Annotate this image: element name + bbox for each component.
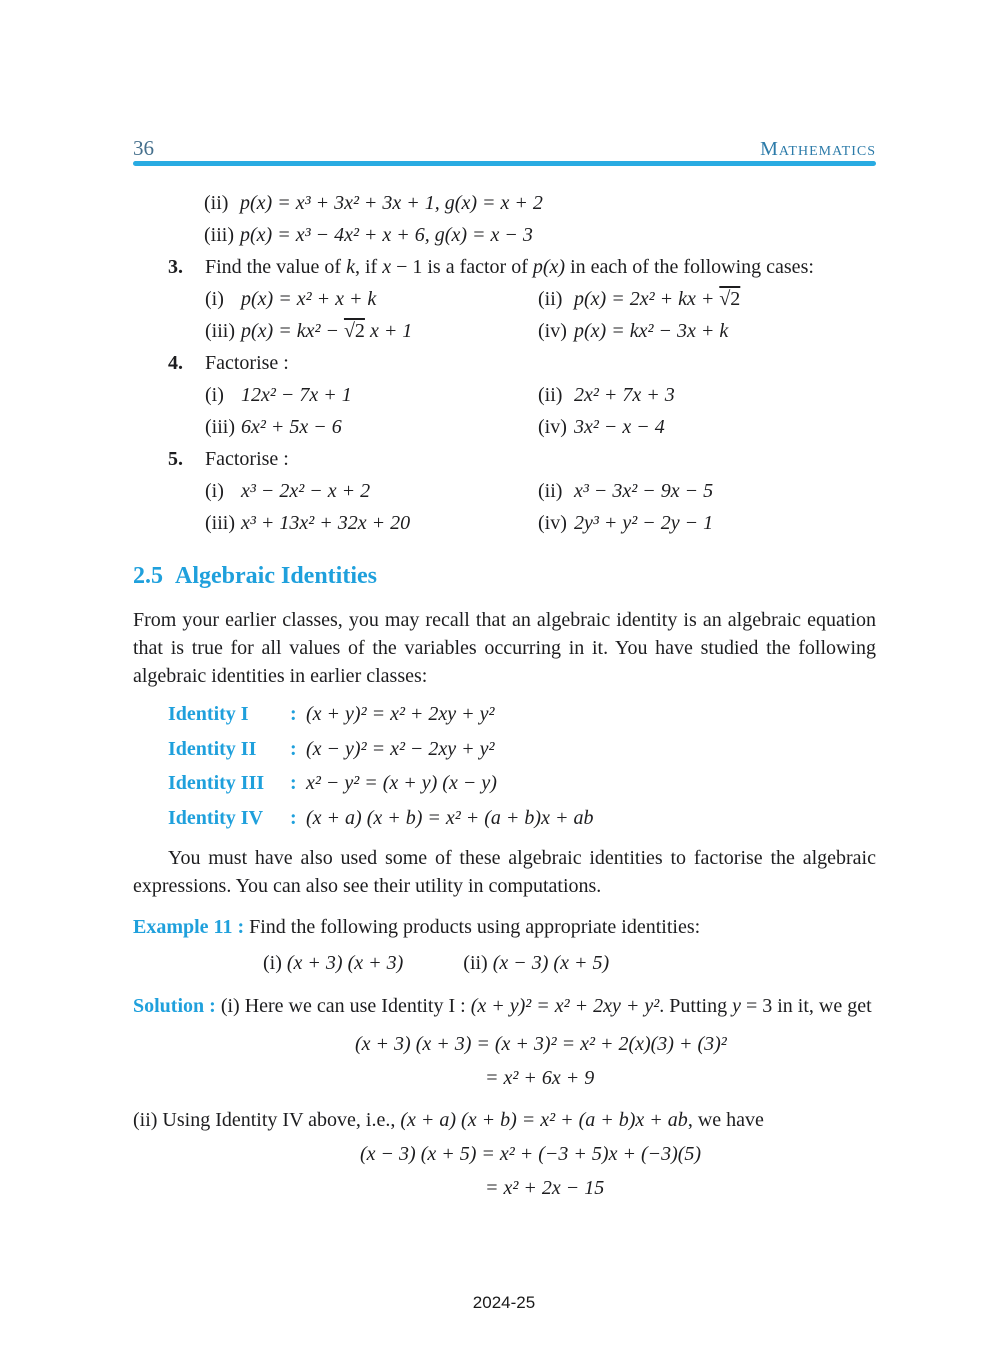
edition-year: 2024-25	[472, 1293, 536, 1312]
math-expression: 3x² − x − 4	[574, 416, 665, 438]
question-4	[133, 347, 876, 443]
item-label: (i)	[205, 480, 224, 502]
math-expression: 2y³ + y² − 2y − 1	[574, 512, 714, 534]
item-label: (ii)	[538, 288, 563, 310]
identity-label: Identity II	[168, 737, 257, 760]
section-number: 2.5	[133, 563, 163, 589]
question-parts-row	[205, 507, 876, 539]
identity-item	[133, 801, 876, 836]
math-expression: (x + y)² = x² + 2xy + y²	[306, 703, 495, 725]
solution-step: = x² + 2x − 15	[485, 1177, 605, 1199]
identity-item	[133, 766, 876, 801]
question-number: 5.	[168, 448, 183, 470]
math-expression: x³ + 13x² + 32x + 20	[241, 512, 411, 534]
question-body	[205, 443, 876, 539]
math-expression: p(x) = x³ + 3x² + 3x + 1, g(x) = x + 2	[240, 192, 543, 214]
intro-paragraph: From your earlier classes, you may recall that an algebraic identity is an algebraic equation that is true for all values of the variables occurring in it. You have studied the following algebraic identities in earlier classes:	[133, 609, 876, 687]
question-5	[133, 443, 876, 539]
solution-step: = x² + 6x + 9	[485, 1067, 595, 1089]
question-parts-row	[205, 411, 876, 443]
product-ii: (ii) (x − 3) (x + 5)	[463, 952, 610, 974]
identity-item	[133, 732, 876, 767]
math-expression: p(x) = kx² − √2 x + 1	[241, 320, 413, 342]
question-text: Factorise :	[205, 352, 289, 374]
product-i: (i) (x + 3) (x + 3)	[263, 952, 404, 974]
question-part	[538, 507, 713, 539]
section-heading	[133, 560, 876, 592]
solution-step: (x + 3) (x + 3) = (x + 3)² = x² + 2(x)(3) + (3)²	[355, 1033, 727, 1055]
math-expression: p(x) = x² + x + k	[241, 288, 377, 310]
solution-step: (x − 3) (x + 5) = x² + (−3 + 5)x + (−3)(5)	[360, 1143, 702, 1165]
question-part	[205, 507, 538, 539]
math-expression: (x − y)² = x² − 2xy + y²	[306, 737, 495, 760]
question-part	[205, 315, 538, 347]
section-title: Algebraic Identities	[175, 563, 377, 589]
item-label: (iii)	[205, 512, 235, 534]
page-content	[133, 183, 876, 1205]
item-label: (ii)	[204, 192, 229, 214]
identity-list	[133, 697, 876, 835]
math-expression: x³ − 2x² − x + 2	[241, 480, 371, 502]
question-part	[205, 379, 538, 411]
question-part	[205, 475, 538, 507]
item-label: (iv)	[538, 416, 567, 438]
math-expression: (x + a) (x + b) = x² + (a + b)x + ab	[306, 806, 594, 829]
identity-label: Identity I	[168, 703, 249, 725]
identity-colon: :	[290, 737, 297, 760]
item-label: (i)	[205, 288, 224, 310]
identity-colon: :	[290, 772, 297, 794]
question-body	[205, 251, 876, 347]
question-number: 4.	[168, 352, 183, 374]
item-label: (iii)	[205, 320, 235, 342]
question-parts-row	[205, 475, 876, 507]
math-expression: x² − y² = (x + y) (x − y)	[306, 772, 497, 794]
solution-part-ii-intro: (ii) Using Identity IV above, i.e., (x + a) (x + b) = x² + (a + b)x + ab, we have	[133, 1109, 764, 1131]
identity-label: Identity III	[168, 772, 265, 794]
example-products	[133, 948, 876, 978]
exercise-subitem	[133, 219, 876, 251]
item-label: (iv)	[538, 320, 567, 342]
exercise-subitems	[133, 187, 876, 251]
question-text: Find the value of k, if x − 1 is a factor of p(x) in each of the following cases:	[205, 256, 814, 278]
question-parts-row	[205, 315, 876, 347]
item-label: (iii)	[204, 224, 234, 246]
page-header	[133, 136, 876, 161]
question-part	[205, 411, 538, 443]
identity-colon: :	[290, 806, 297, 829]
item-label: (ii)	[538, 384, 563, 406]
math-expression: 2x² + 7x + 3	[574, 384, 675, 406]
usage-paragraph: You must have also used some of these algebraic identities to factorise the algebraic expressions. You can also see their utility in computations.	[133, 847, 876, 897]
identity-item	[133, 697, 876, 732]
exercise-subitem	[133, 187, 876, 219]
example-11-intro: Example 11 : Find the following products using appropriate identities:	[133, 916, 701, 938]
math-expression: x³ − 3x² − 9x − 5	[574, 480, 714, 502]
question-body	[205, 347, 876, 443]
header-rule	[133, 161, 876, 166]
math-expression: 6x² + 5x − 6	[241, 416, 342, 438]
identity-label: Identity IV	[168, 806, 264, 829]
running-head: Mathematics	[760, 138, 876, 160]
question-part	[538, 411, 665, 443]
page-footer	[0, 1293, 1008, 1313]
question-part	[538, 283, 740, 315]
item-label: (ii)	[538, 480, 563, 502]
math-expression: p(x) = kx² − 3x + k	[574, 320, 729, 342]
math-expression: p(x) = 2x² + kx + √2	[574, 288, 741, 310]
item-label: (iv)	[538, 512, 567, 534]
question-part	[538, 315, 728, 347]
solution-paragraph: Solution : (i) Here we can use Identity I : (x + y)² = x² + 2xy + y². Putting y = 3 in it, we get	[133, 995, 872, 1017]
question-part	[538, 379, 675, 411]
question-parts-row	[205, 283, 876, 315]
question-part	[538, 475, 713, 507]
math-expression: p(x) = x³ − 4x² + x + 6, g(x) = x − 3	[240, 224, 533, 246]
item-label: (i)	[205, 384, 224, 406]
page-number: 36	[133, 136, 154, 160]
math-expression: 12x² − 7x + 1	[241, 384, 352, 406]
question-3	[133, 251, 876, 347]
question-parts-row	[205, 379, 876, 411]
identity-colon: :	[290, 703, 297, 725]
item-label: (iii)	[205, 416, 235, 438]
question-number: 3.	[168, 256, 183, 278]
question-text: Factorise :	[205, 448, 289, 470]
question-part	[205, 283, 538, 315]
